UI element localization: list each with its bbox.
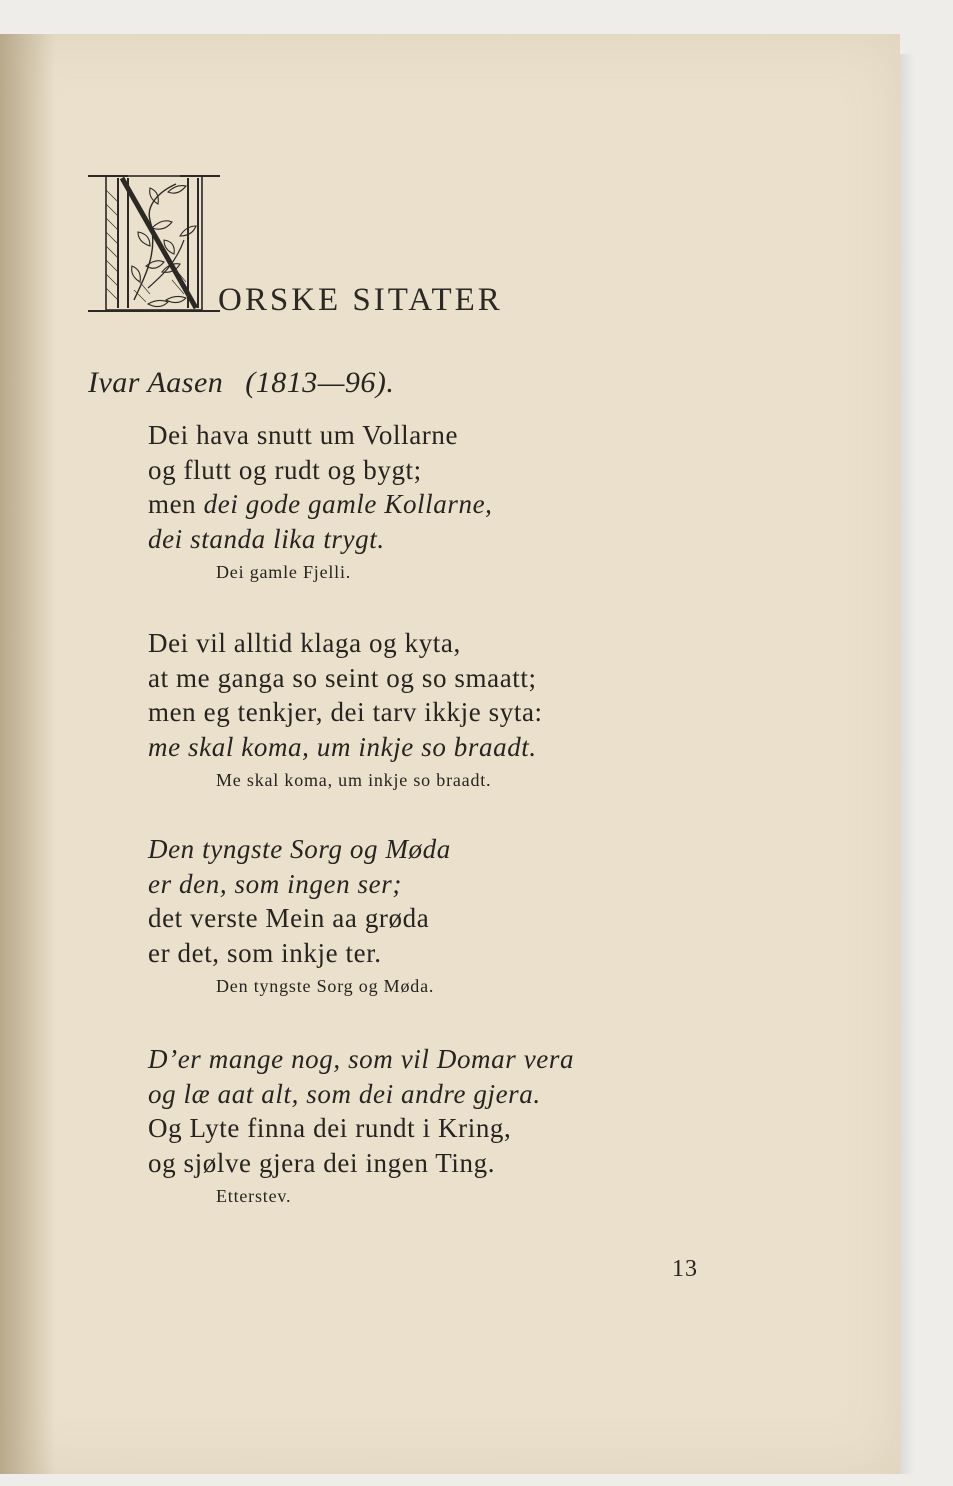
verse-line: og flutt og rudt og bygt; [148,454,422,485]
page-heading [88,170,688,320]
verse-line: at me ganga so seint og so smaatt; [148,662,537,693]
page-gutter-shadow [0,34,55,1474]
verse-line: det verste Mein aa grøda [148,903,430,933]
quote-stanza [148,626,543,791]
source-title: Etterstev. [216,1186,292,1206]
verse-line: er det, som inkje ter. [148,937,382,968]
quote-stanza [148,832,451,997]
author-years: (1813—96). [245,366,395,399]
author-heading [88,366,394,400]
verse-line: og sjølve gjera dei ingen Ting. [148,1147,496,1178]
verse-line: me skal koma, um inkje so braadt. [148,731,537,762]
author-name: Ivar Aasen [88,366,224,399]
verse-line: D’er mange nog, som vil Domar vera [148,1044,575,1074]
verse-line: Dei hava snutt um Vollarne [148,420,459,450]
source-title: Me skal koma, um inkje so braadt. [216,770,492,790]
verse-line: dei standa lika trygt. [148,523,385,554]
ornamental-dropcap-letter [88,170,220,320]
verse-line: Dei vil alltid klaga og kyta, [148,628,461,658]
source-title: Den tyngste Sorg og Møda. [216,976,435,996]
page-edge-shadow [900,54,914,1474]
verse-line: Og Lyte finna dei rundt i Kring, [148,1113,512,1143]
verse-line: og læ aat alt, som dei andre gjera. [148,1078,541,1109]
quote-stanza [148,418,493,583]
quote-stanza [148,1042,574,1207]
verse-line: men eg tenkjer, dei tarv ikkje syta: [148,697,543,727]
verse-line: men dei gode gamle Kollarne, [148,489,493,519]
page-title: ORSKE SITATER [218,282,503,318]
page-number: 13 [672,1256,698,1282]
source-title: Dei gamle Fjelli. [216,562,352,582]
verse-line: er den, som ingen ser; [148,868,402,899]
verse-line: Den tyngste Sorg og Møda [148,834,451,864]
